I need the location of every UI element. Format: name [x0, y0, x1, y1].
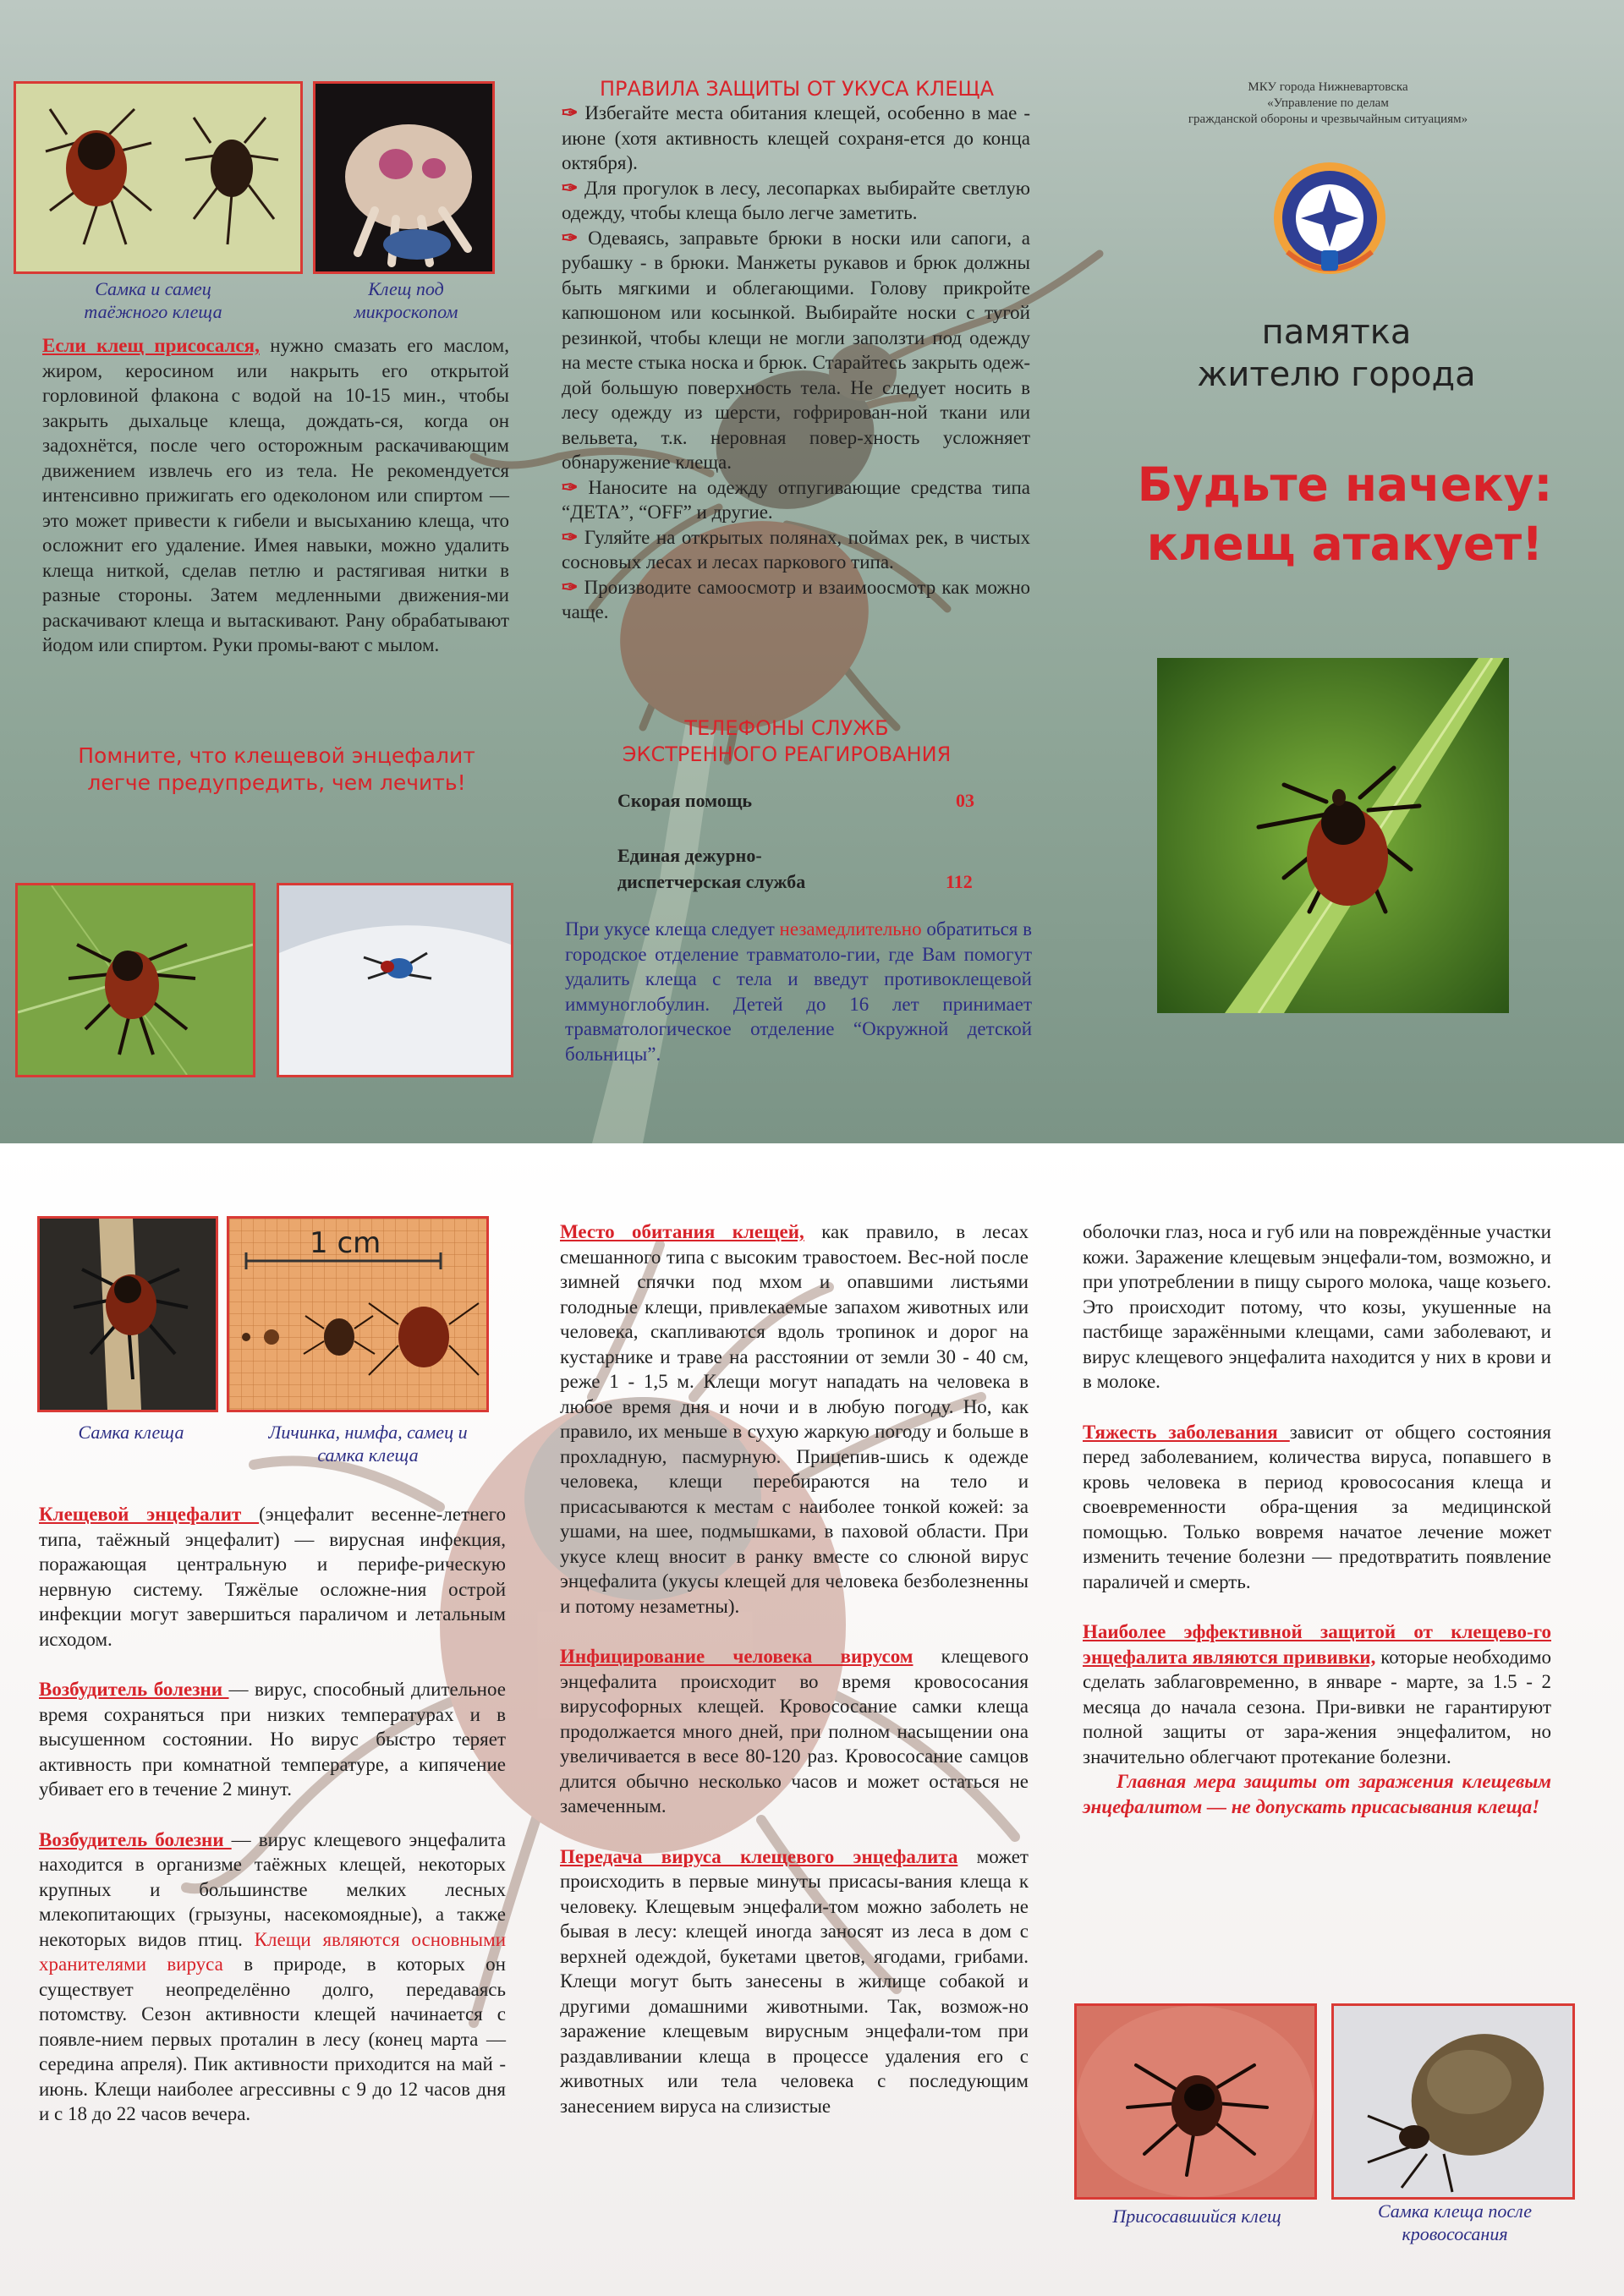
photo-female-tick-on-stick [37, 1216, 218, 1412]
habitat-paragraph: Место обитания клещей, как правило, в лесах смешанного типа с высоким травостоем. Вес-ной после зимней спячки под мхом и опавшими листьями голодные клещи, привлекаемые запахом животных или человека, скапливаются вдоль тропинок и дорог на кустарнике и траве на расстоянии от земли 30 - 40 см, реже 1 - 1,5 м. Клещи могут нападать на человека в любое время дня и ночи и в любую погоду. Но, как правило, их меньше в сухую жаркую погоду и больше в прохладную, пасмурную. Прицепив-шись к одежде человека, клещи перебираются на тело и присасываются к местам с наиболее тонкой кожей: за ушами, на шее, подмышками, в паховой области. При укусе клещ вносит в ранку вместе со слюной вирус энцефалита (укусы клещей для человека безболезненны и потому незаметны). [560, 1221, 1029, 1617]
infection-paragraph: Инфицирование человека вирусом клещевого энцефалита происходит во время кровососания вирусофорных клещей. Кровососание самки клеща продолжается много дней, при полном насыщении она увеличивается в весе 80-120 раз. Кровососание самцов длится обычно несколько часов и может остаться не замеченным. [560, 1646, 1029, 1817]
attached-text: нужно смазать его маслом, жиром, керосином или накрыть его открытой горловиной флакона с водой на 10-15 мин., чтобы закрыть дыхальце клеща, дождать-ся, когда он задохнётся, после чего осторожным раскачивающим движением извлечь его из тела. Не рекомендуется интенсивно прижигать его одеколоном или спиртом — это может привести к гибели и высыханию клеща, что осложнит его удаление. Имея навыки, можно удалить клеща ниткой, сделав петлю и растягивая нитки в разные стороны. Затем медленными движения-ми раскачивают клеща и вытаскивают. Рану обрабатывают йодом или спиртом. Руки промы-вают с мылом. [42, 335, 509, 655]
brochure-inside [0, 1143, 1624, 2296]
rule-item: ✑ Одеваясь, заправьте брюки в носки или сапоги, а рубашку - в брюки. Манжеты рукавов и брюк должны быть мягкими и облегающими. Голову прикройте капюшоном или косынкой. Выбирайте носки с тугой резинкой, чтобы клещи не могли заползти под одежду на месте стыка носка и брюк. Старайтесь закрыть одеж-дой большую поверхность тела. Не следует носить в лесу одежду из шерсти, гофрирован-ной ткани или вельвета, т.к. неровная повер-хность усложняет обнаружение клеща. [562, 227, 1030, 473]
phone-name: Скорая помощь [617, 790, 753, 811]
photo-attached-tick [1074, 2003, 1317, 2200]
encephalitis-paragraph: Клещевой энцефалит (энцефалит весенне-летнего типа, таёжный энцефалит) — вирусная инфекция, поражающая центральную и перифе-рическую нервную систему. Тяжёлые осложне-ния острой инфекции могут завершиться параличом и летальным исходом. [39, 1504, 507, 1650]
column-1 [39, 1502, 506, 2127]
cover-subtitle: памятка жителю города [1197, 313, 1476, 394]
caption-taiga-ticks: Самка и самец таёжного клеща [84, 278, 222, 322]
phone-row-dispatch [617, 842, 981, 895]
brochure-outside [0, 0, 1624, 1143]
photo-engorged-tick [1331, 2003, 1575, 2200]
photo-tick-life-stages-ruler [227, 1216, 489, 1412]
rule-item: ✑ Наносите на одежду отпугивающие средства типа “ДЕТА”, “OFF” и другие. [562, 476, 1030, 523]
rule-item: ✑ Для прогулок в лесу, лесопарках выбирайте светлую одежду, чтобы клеща было легче заметить. [562, 177, 1030, 223]
ruler-label: 1 cm [310, 1226, 381, 1260]
phone-number: 112 [946, 871, 973, 892]
phone-number: 03 [956, 790, 974, 811]
photo-tick-on-leaf [15, 883, 255, 1077]
cover-title: Будьте начеку: клещ атакует! [1137, 458, 1553, 571]
bite-note: При укусе клеща следует незамедлительно обратиться в городское отделение травматоло-гии, где Вам помогут удалить клеща с тела и введут противоклещевой иммуноглобулин. Детей до 16 лет принимает травматологическое отделение “Окружной детской больницы”. [565, 918, 1032, 1065]
rule-item: ✑ Производите самоосмотр и взаимоосмотр как можно чаще. [562, 576, 1030, 622]
emergency-emblem-icon [1270, 159, 1389, 277]
agent-paragraph-1: Возбудитель болезни — вирус, способный длительное время сохраняться при низких температурах и в высушенном состоянии. Но вирус быстро теряет активность при комнатной температуре, а кипячение убивает его в течение 2 минут. [39, 1679, 506, 1800]
column-2 [560, 1219, 1029, 2118]
rule-item: ✑ Избегайте места обитания клещей, особенно в мае - июне (хотя активность клещей сохраня-ется до конца октября). [562, 102, 1030, 173]
continuation-paragraph: оболочки глаз, носа и губ или на повреждённые участки кожи. Заражение клещевым энцефали-том, возможно, и при употреблении в пищу сырого молока, чаще козьего. Это происходит потому, что козы, укушенные на пастбище заражёнными клещами, сами заболевают, и вирус клещевого энцефалита находится у них в крови и в молоке. [1083, 1221, 1551, 1392]
caption-life-stages: Личинка, нимфа, самец и самка клеща [268, 1422, 468, 1466]
caption-engorged-tick: Самка клеща после кровососания [1377, 2200, 1533, 2244]
photo-tick-on-skin [277, 883, 513, 1077]
transmission-paragraph: Передача вируса клещевого энцефалита может происходить в первые минуты присасы-вания клеща к человеку. Клещевым энцефали-том можно заболеть не бывая в лесу: клещей иногда заносят из леса в дом с верхней одеждой, букетами цветов, ягодами, грибами. Клещи могут быть занесены в жилище собакой и другими домашними животными. Так, возмож-но заражение клещевым вирусным энцефали-том при раздавливании клеща в процессе удаления его с животных или тела человека с последующим занесением вируса на слизистые [560, 1845, 1029, 2117]
caption-attached-tick: Присосавшийся клещ [1112, 2206, 1281, 2227]
caption-female-tick: Самка клеща [78, 1422, 184, 1443]
rules-title: ПРАВИЛА ЗАЩИТЫ ОТ УКУСА КЛЕЩА [599, 77, 995, 101]
agent-paragraph-2: Возбудитель болезни — вирус клещевого энцефалита находится в организме таёжных клещей, некоторых крупных и большинстве мелких лесных млекопитающих (грызуны, насекомоядные), а также некоторых видов птиц. Клещи являются основными хранителями вируса в природе, в которых он существует неопределённо долго, передаваясь потомству. Сезон активности клещей начинается с появле-нием первых проталин в лесу (конец марта — середина апреля). Пик активности приходится на май - июнь. Клещи наиболее агрессивны с 9 до 12 часов дня и с 18 до 22 часов вечера. [39, 1828, 507, 2124]
organization-name: МКУ города Нижневартовска «Управление по делам гражданской обороны и чрезвычайным ситуациям» [1188, 80, 1468, 126]
phone-row-ambulance [617, 790, 981, 812]
photo-taiga-ticks [14, 81, 303, 274]
severity-paragraph: Тяжесть заболевания зависит от общего состояния перед заболеванием, количества вируса, попавшего в кровь человека в период кровососания клеща и своевременности обра-щения за медицинской помощью. Только вовремя начатое лечение может изменить течение болезни — предотвратить появление параличей и смерть. [1083, 1421, 1551, 1592]
phone-name: Единая дежурно-диспетчерская служба [617, 845, 806, 892]
vaccination-paragraph: Наиболее эффективной защитой от клещево-го энцефалита являются прививки, которые необходимо сделать заблаговременно, в январе - марте, за 1.5 - 2 месяца до начала сезона. При-вивки не гарантируют полной защиты от зара-жения энцефалитом, но значительно облегчают протекание болезни. [1083, 1621, 1552, 1767]
rule-item: ✑ Гуляйте на открытых полянах, поймах рек, в чистых сосновых лесах и лесах паркового типа. [562, 526, 1031, 573]
photo-tick-on-grass-blade [1157, 658, 1509, 1013]
photo-tick-microscope [313, 81, 495, 274]
attached-heading: Если клещ присосался, [42, 335, 260, 356]
main-measure: Главная мера защиты от заражения клещевым энцефалитом — не допускать присасывания клеща! [1083, 1771, 1551, 1817]
rules-list [562, 101, 1030, 625]
prevention-reminder: Помните, что клещевой энцефалит легче предупредить, чем лечить! [78, 743, 475, 795]
caption-microscope: Клещ под микроскопом [354, 278, 458, 322]
phones-title: ТЕЛЕФОНЫ СЛУЖБ ЭКСТРЕННОГО РЕАГИРОВАНИЯ [622, 716, 952, 766]
attached-tick-instructions [42, 333, 509, 658]
column-3 [1083, 1219, 1551, 1819]
